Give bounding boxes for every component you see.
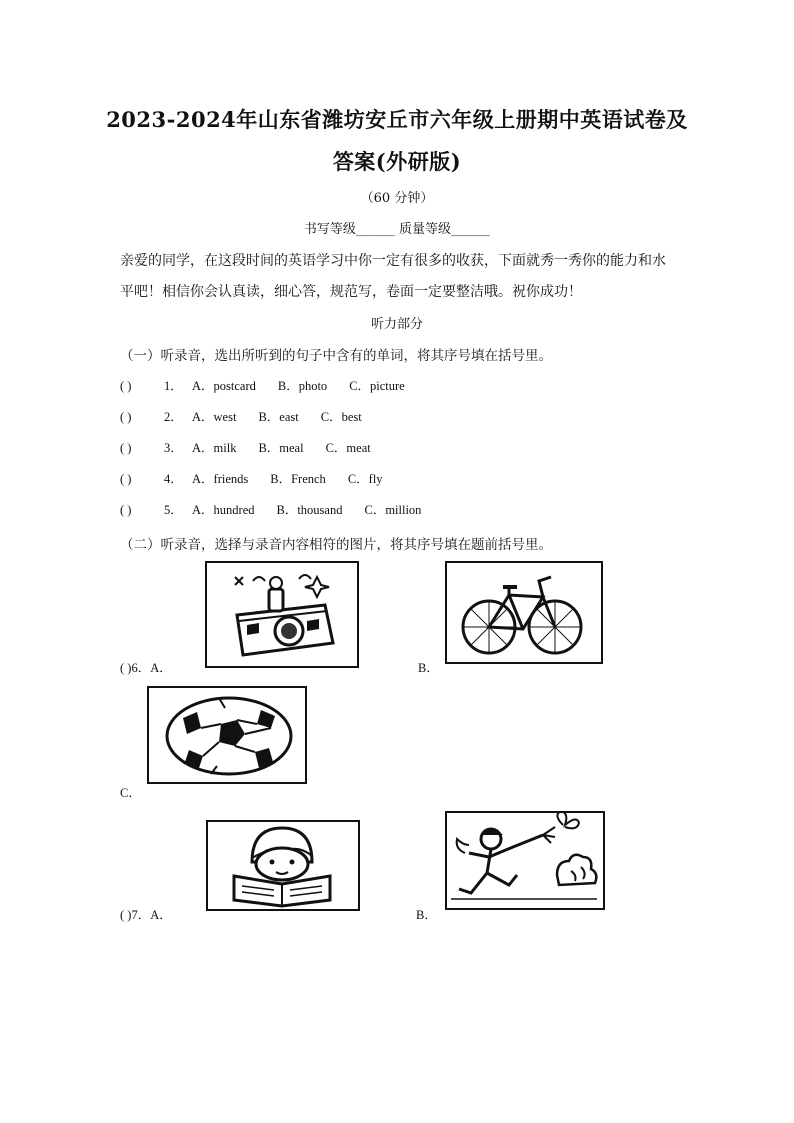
boy-butterfly-picture[interactable] [445,811,605,910]
option-a: A．postcard [192,379,256,393]
answer-bracket[interactable]: ( ) [120,503,132,517]
question-row [120,376,427,394]
duration: （60 分钟） [360,191,434,206]
intro-line-2: 平吧！相信你会认真读，细心答，规范写，卷面一定要整洁哦。祝你成功！ [120,284,582,300]
option-b: B．east [258,410,299,424]
football-icon [149,688,305,782]
question-number: 1． [164,379,183,393]
answer-bracket[interactable]: ( ) [120,441,132,455]
intro-line-1: 亲爱的同学，在这段时间的英语学习中你一定有很多的收获，下面就秀一秀你的能力和水 [120,253,666,269]
option-a: A．west [192,410,237,424]
football-picture[interactable] [147,686,307,784]
option-c: C．million [364,503,422,517]
part2-instruction: （二）听录音，选择与录音内容相符的图片，将其序号填在题前括号里。 [120,537,552,553]
section-title: 听力部分 [370,317,423,332]
camera-picture[interactable] [205,561,359,668]
option-c: C．best [320,410,362,424]
answer-bracket[interactable]: ( ) [120,410,132,424]
q7-option-b-label: B． [416,908,437,922]
title-line-2: 答案(外研版) [332,149,462,174]
title-line-1: 2023-2024年山东省潍坊安丘市六年级上册期中英语试卷及 [106,107,688,132]
option-b: B．French [270,472,326,486]
q6-option-b-label: B． [418,661,439,675]
option-b: B．thousand [276,503,343,517]
grade-fields: 书写等级______ 质量等级______ [303,222,491,237]
question-row [120,500,443,518]
bicycle-icon [447,563,601,662]
option-c: C．picture [349,379,405,393]
answer-bracket[interactable]: ( ) [120,379,132,393]
question-row [120,438,393,456]
q7-label: ( )7．A． [120,908,172,922]
camera-icon [207,563,357,666]
boy-reading-icon [208,822,358,909]
option-c: C．fly [347,472,383,486]
option-a: A．milk [192,441,237,455]
q6-label: ( )6．A． [120,661,172,675]
question-number: 5． [164,503,183,517]
question-row [120,469,405,487]
part1-instruction: （一）听录音，选出所听到的句子中含有的单词，将其序号填在括号里。 [120,348,552,364]
bicycle-picture[interactable] [445,561,603,664]
q6-option-c-label: C． [120,786,141,800]
question-number: 4． [164,472,183,486]
boy-reading-picture[interactable] [206,820,360,911]
option-a: A．hundred [192,503,255,517]
question-number: 3． [164,441,183,455]
option-b: B．photo [277,379,328,393]
option-c: C．meat [325,441,371,455]
question-number: 2． [164,410,183,424]
answer-bracket[interactable]: ( ) [120,472,132,486]
question-row [120,407,384,425]
option-a: A．friends [192,472,249,486]
boy-catching-butterfly-icon [447,813,603,908]
option-b: B．meal [258,441,304,455]
